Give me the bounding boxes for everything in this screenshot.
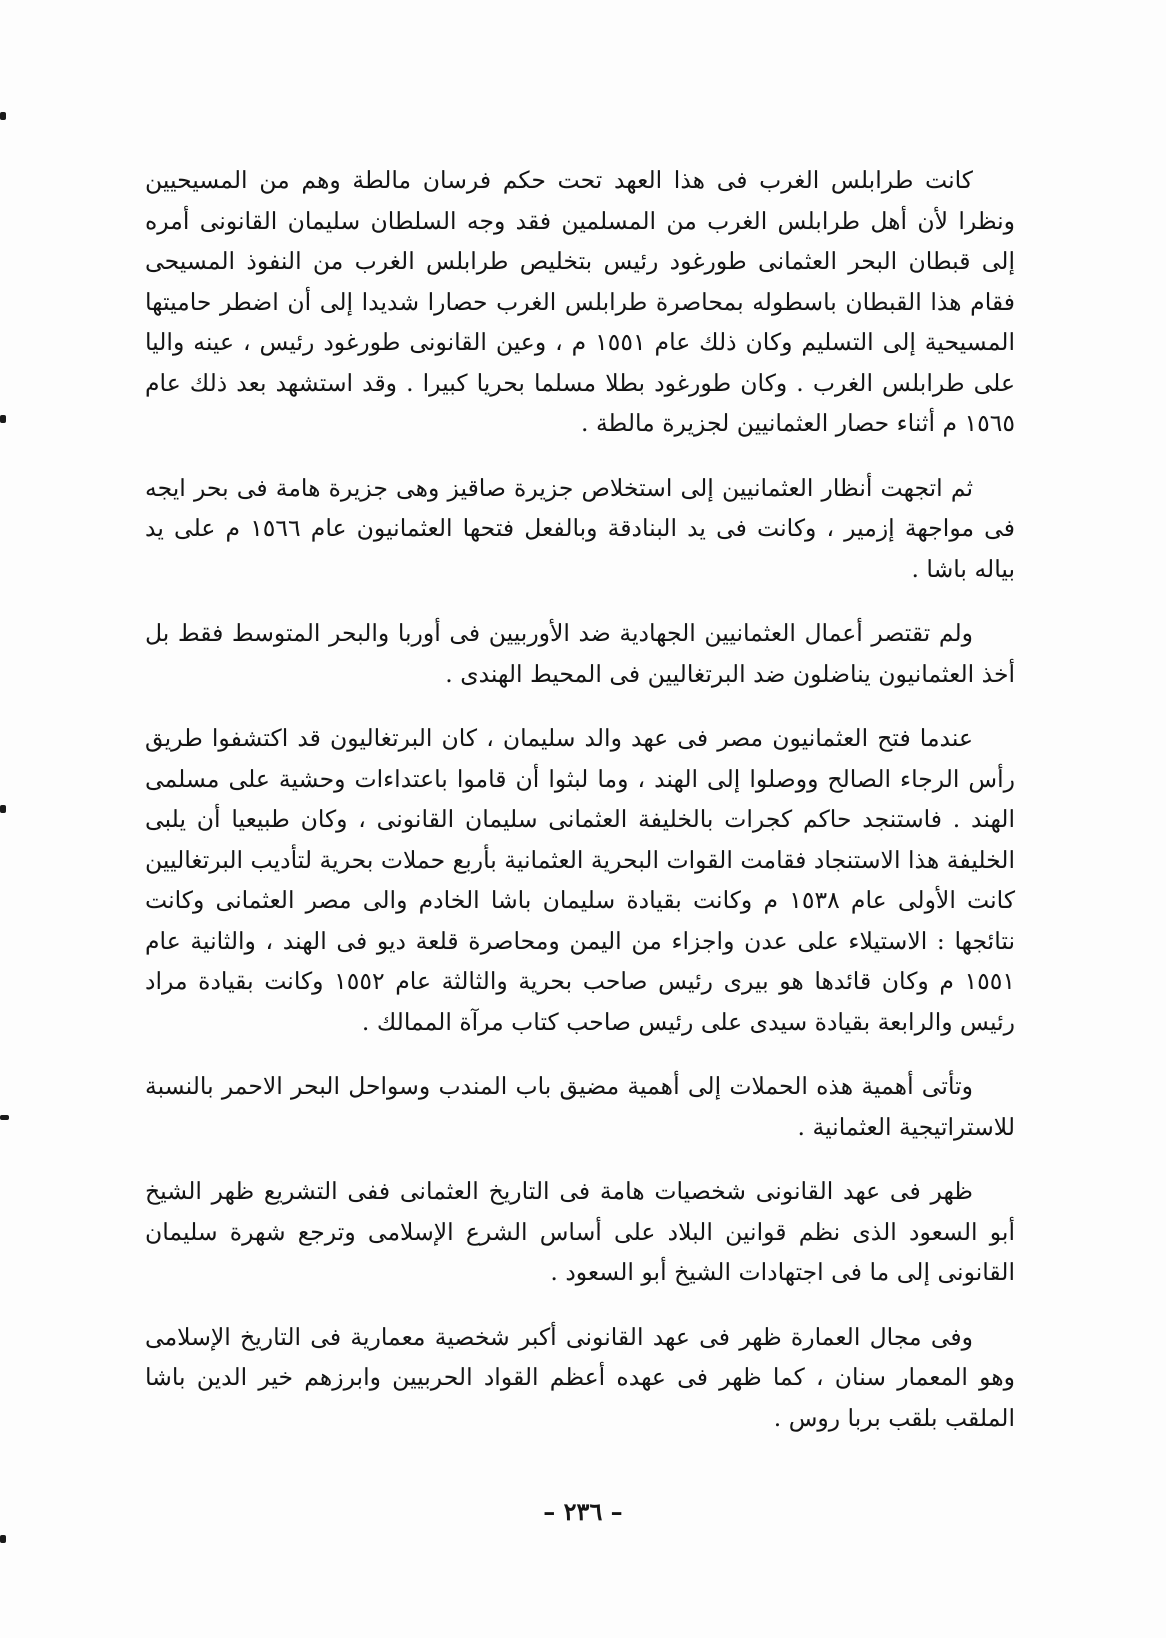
- scan-edge-mark: [0, 112, 6, 120]
- paragraph-tripoli: كانت طرابلس الغرب فى هذا العهد تحت حكم فرسان مالطة وهم من المسيحيين ونظرا لأن أهل طرابلس الغرب من المسلمين فقد وجه السلطان سليمان القانونى أمره إلى قبطان البحر العثمانى طورغود رئيس بتخليص طرابلس الغرب من النفوذ المسيحى فقام هذا القبطان باسطوله بمحاصرة طرابلس الغرب حصارا شديدا إلى أن اضطر حاميتها المسيحية إلى التسليم وكان ذلك عام ١٥٥١ م ، وعين القانونى طورغود رئيس ، عينه واليا على طرابلس الغرب . وكان طورغود بطلا مسلما بحريا كبيرا . وقد استشهد بعد ذلك عام ١٥٦٥ م أثناء حصار العثمانيين لجزيرة مالطة .: [145, 166, 1015, 437]
- scan-edge-mark: [0, 1535, 6, 1543]
- paragraph-sinan: وفى مجال العمارة ظهر فى عهد القانونى أكبر شخصية معمارية فى التاريخ الإسلامى وهو المعمار سنان ، كما ظهر فى عهده أعظم القواد الحربيين وابرزهم خير الدين باشا الملقب بلقب بربا روس .: [145, 1322, 1015, 1432]
- body-text: [145, 160, 1015, 1462]
- paragraph-indian-ocean: ولم تقتصر أعمال العثمانيين الجهادية ضد الأوربيين فى أوربا والبحر المتوسط فقط بل أخذ العثمانيون يناضلون ضد البرتغاليين فى المحيط الهندى .: [145, 619, 1015, 688]
- scan-edge-mark: [0, 805, 6, 813]
- page-number: – ٢٣٦ –: [543, 1497, 623, 1526]
- paragraph-chios: ثم اتجهت أنظار العثمانيين إلى استخلاص جزيرة صاقيز وهى جزيرة هامة فى بحر ايجه فى مواجهة إزمير ، وكانت فى يد البنادقة وبالفعل فتحها العثمانيون عام ١٥٦٦ م على يد بياله باشا .: [145, 473, 1015, 583]
- paragraph-abu-suud: ظهر فى عهد القانونى شخصيات هامة فى التاريخ العثمانى ففى التشريع ظهر الشيخ أبو السعود الذى نظم قوانين البلاد على أساس الشرع الإسلامى وترجع شهرة سليمان القانونى إلى ما فى اجتهادات الشيخ أبو السعود .: [145, 1177, 1015, 1286]
- paragraph-portuguese-campaigns: عندما فتح العثمانيون مصر فى عهد والد سليمان ، كان البرتغاليون قد اكتشفوا طريق رأس الرجاء الصالح ووصلوا إلى الهند ، وما لبثوا أن قاموا باعتداءات وحشية على مسلمى الهند . فاستنجد حاكم كجرات بالخليفة العثمانى سليمان القانونى ، وكان طبيعيا أن يلبى الخليفة هذا الاستنجاد فقامت القوات البحرية العثمانية بأربع حملات بحرية لتأديب البرتغاليين كانت الأولى عام ١٥٣٨ م وكانت بقيادة سليمان باشا الخادم والى مصر العثمانى وكانت نتائجها : الاستيلاء على عدن واجزاء من اليمن ومحاصرة قلعة ديو فى الهند ، والثانية عام ١٥٥١ م وكان قائدها هو بيرى رئيس صاحب بحرية والثالثة عام ١٥٥٢ وكانت بقيادة مراد رئيس والرابعة بقيادة سيدى على رئيس صاحب كتاب مرآة الممالك .: [145, 724, 1016, 1036]
- paragraph-red-sea: وتأتى أهمية هذه الحملات إلى أهمية مضيق باب المندب وسواحل البحر الاحمر بالنسبة للاستراتيجية العثمانية .: [145, 1072, 1015, 1141]
- scan-edge-mark: [0, 415, 6, 423]
- scan-edge-mark: [0, 1115, 9, 1120]
